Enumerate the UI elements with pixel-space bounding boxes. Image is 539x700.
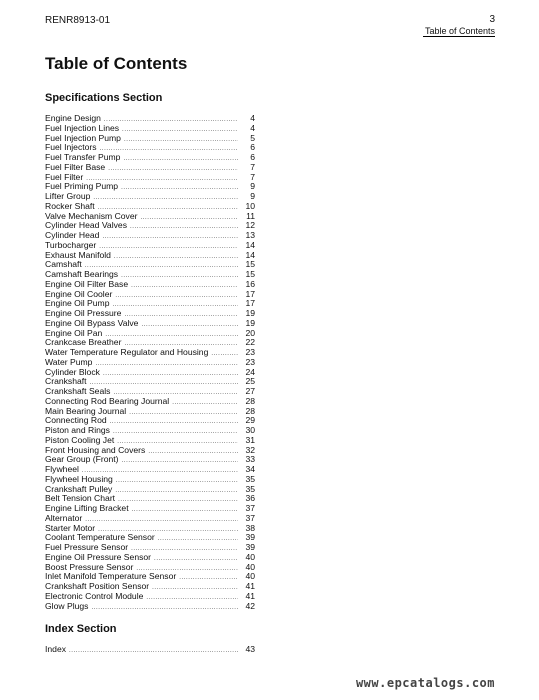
dot-leader: [130, 223, 238, 233]
dot-leader: [99, 243, 238, 253]
toc-entry-label: Coolant Temperature Sensor: [45, 532, 155, 543]
toc-entry-page: 20: [245, 327, 255, 338]
dot-leader: [141, 321, 238, 331]
toc-entry-page: 4: [250, 113, 255, 123]
dot-leader: [105, 331, 238, 341]
dot-leader: [69, 647, 238, 657]
dot-leader: [131, 282, 238, 292]
toc-entry-page: 7: [250, 161, 255, 172]
dot-leader: [116, 477, 238, 487]
toc-entry-page: 28: [245, 405, 255, 416]
toc-entry-label: Crankcase Breather: [45, 337, 122, 348]
toc-entry[interactable]: [45, 602, 255, 612]
toc-entry-page: 4: [250, 122, 255, 133]
toc-entry-page: 9: [250, 191, 255, 201]
dot-leader: [91, 604, 238, 614]
watermark: www.epcatalogs.com: [355, 676, 495, 690]
toc-entry-page: 5: [250, 132, 255, 143]
toc-entry-label: Exhaust Manifold: [45, 249, 111, 260]
toc-entry-label: Lifter Group: [45, 191, 91, 201]
toc-entry-page: 15: [245, 269, 255, 279]
toc-entry-page: 25: [245, 376, 255, 387]
toc-entry-label: Engine Oil Bypass Valve: [45, 317, 139, 328]
toc-entry-label: Piston and Rings: [45, 425, 110, 435]
toc-entry-label: Alternator: [45, 512, 83, 523]
toc-entry-page: 33: [245, 454, 255, 465]
toc-entry-label: Engine Oil Filter Base: [45, 278, 129, 289]
toc-entry-label: Crankshaft: [45, 376, 87, 387]
toc-entry-label: Water Temperature Regulator and Housing: [45, 347, 209, 357]
dot-leader: [132, 506, 238, 516]
toc-entry-label: Fuel Filter: [45, 171, 84, 182]
toc-entry-page: 16: [245, 278, 255, 289]
toc-entry-label: Connecting Rod Bearing Journal: [45, 395, 170, 406]
dot-leader: [154, 555, 238, 565]
toc-entry-label: Rocker Shaft: [45, 200, 95, 211]
toc-entry-label: Fuel Priming Pump: [45, 181, 119, 192]
doc-id: RENR8913-01: [45, 15, 111, 26]
dot-leader: [146, 594, 238, 604]
toc-entry-label: Engine Oil Pressure: [45, 308, 122, 318]
toc-entry-label: Crankshaft Pulley: [45, 483, 113, 494]
dot-leader: [141, 214, 239, 224]
toc-entry-label: Engine Oil Pressure Sensor: [45, 551, 152, 562]
toc-entry-page: 11: [246, 210, 255, 221]
toc-entry-page: 10: [245, 200, 255, 211]
dot-leader: [124, 136, 238, 146]
dot-leader: [148, 448, 238, 458]
dot-leader: [115, 487, 238, 497]
running-head: Table of Contents: [424, 26, 495, 36]
toc-entry-page: 17: [245, 288, 255, 299]
toc-entry-label: Index: [45, 644, 67, 654]
toc-entry-label: Crankshaft Seals: [45, 386, 111, 396]
toc-entry-page: 19: [245, 317, 255, 328]
toc-entry-label: Fuel Transfer Pump: [45, 152, 121, 162]
toc-entry-label: Valve Mechanism Cover: [45, 210, 138, 221]
dot-leader: [123, 155, 238, 165]
dot-leader: [179, 574, 238, 584]
toc-entry-label: Belt Tension Chart: [45, 493, 116, 504]
dot-leader: [102, 233, 238, 243]
toc-entry-label: Cylinder Head Valves: [45, 220, 127, 231]
dot-leader: [114, 253, 238, 263]
toc-entry-label: Starter Motor: [45, 522, 96, 533]
toc-entry-label: Crankshaft Position Sensor: [45, 581, 150, 591]
toc-entry-label: Fuel Pressure Sensor: [45, 542, 129, 552]
toc-entry-page: 34: [245, 464, 255, 474]
toc-entry-page: 7: [250, 171, 255, 182]
dot-leader: [104, 116, 238, 126]
toc-entry-label: Water Pump: [45, 356, 93, 367]
toc-entry-label: Fuel Filter Base: [45, 161, 106, 172]
dot-leader: [129, 409, 238, 419]
dot-leader: [113, 428, 238, 438]
dot-leader: [122, 126, 238, 136]
toc-entry-label: Boost Pressure Sensor: [45, 561, 134, 572]
toc-entry-page: 43: [245, 644, 255, 654]
dot-leader: [158, 535, 238, 545]
specifications-toc: [45, 114, 255, 611]
toc-entry-label: Gear Group (Front): [45, 454, 119, 465]
dot-leader: [93, 194, 238, 204]
toc-entry-label: Engine Oil Pan: [45, 327, 103, 338]
dot-leader: [113, 301, 239, 311]
toc-entry-label: Electronic Control Module: [45, 590, 144, 601]
toc-entry-page: 37: [245, 512, 255, 523]
toc-entry[interactable]: [45, 645, 255, 655]
dot-leader: [118, 496, 238, 506]
toc-entry-page: 6: [250, 142, 255, 153]
toc-entry-label: Fuel Injectors: [45, 142, 97, 153]
toc-entry-label: Main Bearing Journal: [45, 405, 127, 416]
toc-entry-page: 39: [245, 542, 255, 552]
toc-entry-page: 15: [245, 259, 255, 270]
toc-entry-label: Engine Lifting Bracket: [45, 503, 129, 513]
toc-entry-page: 35: [245, 483, 255, 494]
toc-entry-page: 41: [245, 590, 255, 601]
header-rule: [423, 36, 495, 37]
toc-entry-label: Camshaft: [45, 259, 82, 270]
toc-entry-page: 39: [245, 532, 255, 543]
toc-entry-page: 27: [245, 386, 255, 396]
toc-entry-page: 38: [245, 522, 255, 533]
toc-entry-page: 17: [245, 298, 255, 309]
toc-entry-page: 14: [245, 249, 255, 260]
dot-leader: [85, 516, 238, 526]
toc-entry-label: Engine Design: [45, 113, 101, 123]
toc-entry-label: Connecting Rod: [45, 415, 107, 426]
dot-leader: [108, 165, 238, 175]
dot-leader: [110, 418, 238, 428]
toc-entry-label: Turbocharger: [45, 239, 97, 250]
dot-leader: [124, 311, 238, 321]
toc-entry-page: 12: [245, 220, 255, 231]
dot-leader: [90, 379, 238, 389]
toc-entry-label: Front Housing and Covers: [45, 444, 146, 455]
toc-entry-label: Engine Oil Pump: [45, 298, 110, 309]
page-number: 3: [489, 14, 495, 25]
toc-entry-page: 23: [245, 347, 255, 357]
toc-entry-page: 6: [250, 152, 255, 162]
toc-entry-page: 35: [245, 473, 255, 484]
toc-entry-page: 36: [245, 493, 255, 504]
dot-leader: [121, 272, 238, 282]
dot-leader: [121, 184, 238, 194]
toc-entry-label: Engine Oil Cooler: [45, 288, 113, 299]
toc-entry-page: 37: [245, 503, 255, 513]
index-toc: [45, 645, 255, 655]
toc-entry-page: 24: [245, 366, 255, 377]
toc-entry-label: Fuel Injection Pump: [45, 132, 121, 143]
toc-entry-page: 29: [245, 415, 255, 426]
toc-entry-page: 14: [245, 239, 255, 250]
toc-entry-label: Inlet Manifold Temperature Sensor: [45, 571, 177, 582]
index-section-heading: Index Section: [45, 623, 117, 635]
toc-entry-page: 40: [245, 561, 255, 572]
page-title: Table of Contents: [45, 54, 188, 73]
toc-entry-label: Flywheel: [45, 464, 79, 474]
toc-entry-label: Cylinder Head: [45, 230, 100, 240]
dot-leader: [103, 370, 238, 380]
toc-entry-label: Piston Cooling Jet: [45, 434, 115, 445]
specifications-heading: Specifications Section: [45, 92, 163, 104]
dot-leader: [211, 350, 238, 360]
toc-entry-page: 42: [245, 600, 255, 611]
toc-entry-page: 40: [245, 551, 255, 562]
dot-leader: [115, 292, 238, 302]
toc-entry-page: 9: [250, 181, 255, 192]
toc-entry-page: 28: [245, 395, 255, 406]
toc-entry-page: 41: [245, 581, 255, 591]
toc-entry-page: 19: [245, 308, 255, 318]
toc-entry-page: 31: [245, 434, 255, 445]
toc-entry-label: Cylinder Block: [45, 366, 100, 377]
dot-leader: [95, 360, 238, 370]
toc-entry-page: 13: [245, 230, 255, 240]
toc-entry-label: Fuel Injection Lines: [45, 122, 120, 133]
toc-entry-label: Camshaft Bearings: [45, 269, 119, 279]
toc-entry-label: Glow Plugs: [45, 600, 89, 611]
toc-entry-page: 30: [245, 425, 255, 435]
dot-leader: [122, 457, 238, 467]
toc-entry-page: 32: [245, 444, 255, 455]
toc-entry-page: 23: [245, 356, 255, 367]
toc-entry-label: Flywheel Housing: [45, 473, 113, 484]
toc-entry-page: 40: [245, 571, 255, 582]
toc-entry-page: 22: [245, 337, 255, 348]
dot-leader: [152, 584, 238, 594]
dot-leader: [172, 399, 238, 409]
